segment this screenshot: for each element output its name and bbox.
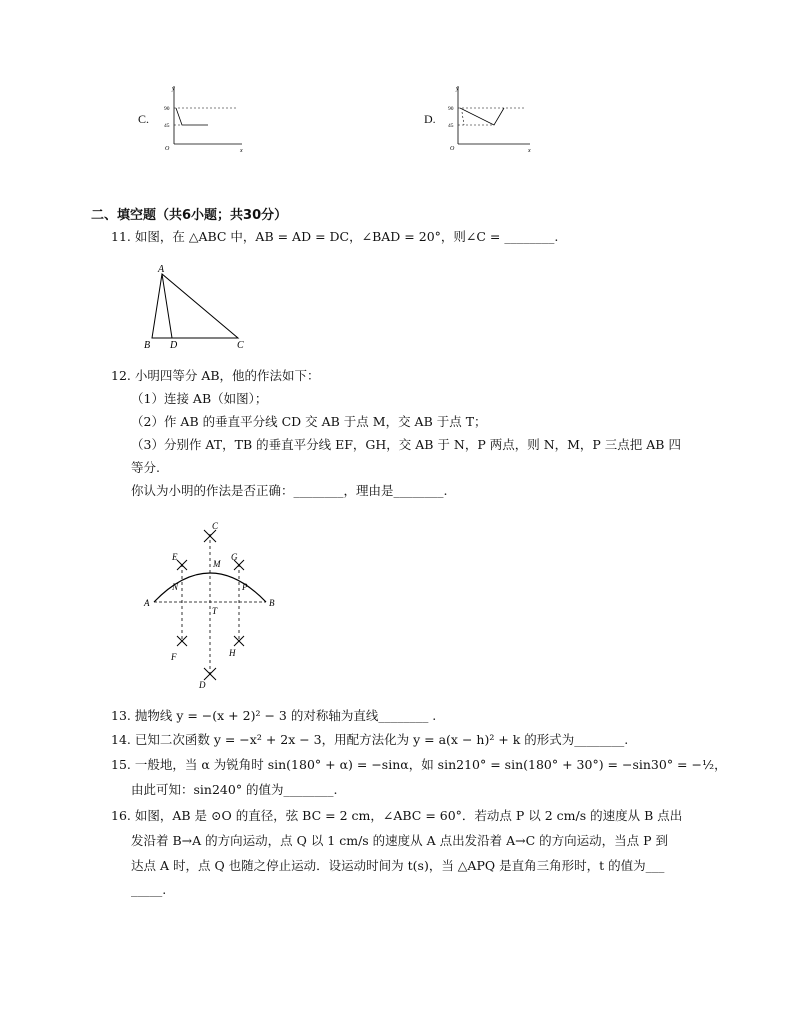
- q12-step1: （1）连接 AB（如图）；: [131, 391, 268, 406]
- option-c-graph: [160, 82, 250, 154]
- q11-label-a: A: [158, 264, 165, 275]
- c-tick-45: 45: [164, 123, 170, 129]
- q12-step3b: 等分.: [131, 460, 160, 475]
- q12-step3: （3）分别作 AT，TB 的垂直平分线 EF，GH，交 AB 于 N，P 两点，则 N，M，P 三点把 AB 四: [131, 437, 681, 452]
- q12-label-m: M: [213, 559, 221, 569]
- q16-line4: _____.: [131, 882, 167, 897]
- q11-label-b: B: [144, 340, 151, 351]
- q16-line3: 达点 A 时，点 Q 也随之停止运动．设运动时间为 t(s)，当 △APQ 是直角三角形时，t 的值为___: [131, 858, 665, 873]
- q15-line2: 由此可知：sin240° 的值为________.: [131, 782, 338, 797]
- c-x-label: x: [240, 148, 243, 154]
- q15-line1: 15. 一般地，当 α 为锐角时 sin(180° + α) = −sinα，如 sin210° = sin(180° + 30°) = −sin30° = −½，: [111, 757, 727, 772]
- q12-label-c: C: [212, 521, 219, 531]
- q12-label-f: F: [171, 652, 177, 662]
- q13-text: 13. 抛物线 y = −(x + 2)² − 3 的对称轴为直线________ .: [111, 708, 437, 723]
- q11-text: 11. 如图，在 △ABC 中，AB = AD = DC，∠BAD = 20°，则∠C = ________.: [111, 229, 559, 244]
- q12-label-a: A: [144, 598, 150, 608]
- q11-figure: [140, 260, 260, 352]
- q11-segment-ad: [162, 274, 172, 338]
- c-y-label: y: [172, 86, 175, 92]
- q11-label-c: C: [237, 340, 244, 351]
- q12-ask: 你认为小明的作法是否正确：________，理由是________.: [131, 483, 448, 498]
- q11-label-d: D: [170, 340, 178, 351]
- d-y-label: y: [456, 86, 459, 92]
- section-title: 二、填空题（共6小题；共30分）: [91, 208, 288, 223]
- d-tick-90: 90: [448, 106, 454, 112]
- q16-line1: 16. 如图，AB 是 ⊙O 的直径，弦 BC = 2 cm，∠ABC = 60°．若动点 P 以 2 cm/s 的速度从 B 点出: [111, 808, 683, 823]
- d-curve: [460, 108, 504, 125]
- q14-text: 14. 已知二次函数 y = −x² + 2x − 3，用配方法化为 y = a(x − h)² + k 的形式为________.: [111, 732, 629, 747]
- q12-step2: （2）作 AB 的垂直平分线 CD 交 AB 于点 M，交 AB 于点 T；: [131, 414, 487, 429]
- q16-line2: 发沿着 B→A 的方向运动，点 Q 以 1 cm/s 的速度从 A 点出发沿着 A→C 的方向运动，当点 P 到: [131, 833, 669, 848]
- c-origin: O: [165, 146, 170, 152]
- option-c-label: C.: [138, 112, 150, 126]
- c-tick-90: 90: [164, 106, 170, 112]
- option-d-graph: [448, 82, 538, 154]
- q12-label-e: E: [172, 552, 178, 562]
- q12-label-t: T: [212, 606, 218, 616]
- q12-label-n: N: [172, 582, 179, 592]
- q12-label-p: P: [242, 582, 248, 592]
- q11-triangle: [152, 274, 238, 338]
- d-origin: O: [450, 146, 455, 152]
- q12-label-d: D: [199, 680, 206, 690]
- q12-label-h: H: [229, 648, 236, 658]
- d-x-label: x: [528, 148, 531, 154]
- d-tick-45: 45: [448, 123, 454, 129]
- q12-label-b: B: [269, 598, 275, 608]
- q12-label-g: G: [231, 552, 238, 562]
- c-curve: [176, 108, 208, 125]
- q12-line1: 12. 小明四等分 AB，他的作法如下：: [111, 368, 320, 383]
- option-d-label: D.: [424, 112, 436, 126]
- d-drop: [462, 112, 464, 125]
- q12-figure: [140, 516, 290, 692]
